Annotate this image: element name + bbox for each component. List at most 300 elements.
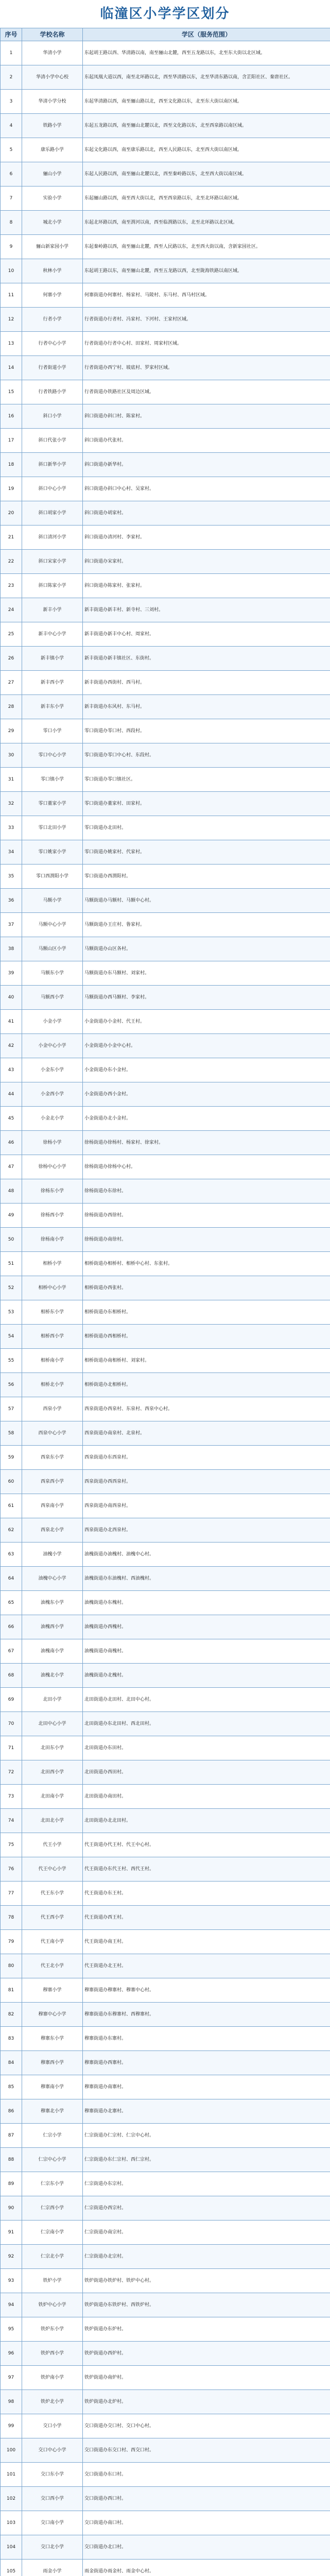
table-row	[1, 1615, 330, 1639]
row-number: 27	[1, 671, 22, 695]
service-area: 东起胡王路以西、华清路以南，南至骊山北麓，西至五龙路以东，北至东大街以北区域。	[83, 41, 330, 65]
table-row	[1, 2293, 330, 2317]
row-number: 55	[1, 1349, 22, 1373]
school-name: 零口北田小学	[22, 816, 83, 840]
row-number: 88	[1, 2148, 22, 2172]
service-area: 代王街道办北王村。	[83, 1954, 330, 1978]
table-row	[1, 1882, 330, 1906]
service-area: 徐杨街道办徐杨中心村。	[83, 1155, 330, 1179]
table-row	[1, 1785, 330, 1809]
service-area: 仁宗街道办仁宗村、仁宗中心村。	[83, 2124, 330, 2148]
service-area: 东起骊山路以西，南至西大街以北，西至西泉路以东，北至北环路以南区域。	[83, 187, 330, 211]
service-area: 北田街道办北田村、北田中心村。	[83, 1688, 330, 1712]
service-area: 行者街道办西宁村、坡底村、罗家村区域。	[83, 356, 330, 380]
row-number: 42	[1, 1034, 22, 1058]
table-row	[1, 2535, 330, 2560]
table-row	[1, 453, 330, 477]
service-area: 交口街道办东交口村、西交口村。	[83, 2438, 330, 2463]
school-name: 油槐小学	[22, 1543, 83, 1567]
school-name: 实验小学	[22, 187, 83, 211]
service-area: 马额街道办山区各村。	[83, 937, 330, 961]
school-name: 斜口宋家小学	[22, 550, 83, 574]
row-number: 81	[1, 1978, 22, 2003]
header-name: 学校名称	[22, 28, 83, 41]
table-row	[1, 1228, 330, 1252]
school-name: 北田东小学	[22, 1736, 83, 1760]
table-row	[1, 2245, 330, 2269]
row-number: 46	[1, 1131, 22, 1155]
table-row	[1, 840, 330, 865]
table-row	[1, 550, 330, 574]
school-name: 相桥北小学	[22, 1373, 83, 1397]
table-row	[1, 1543, 330, 1567]
table-row	[1, 865, 330, 889]
table-row	[1, 937, 330, 961]
school-name: 交口西小学	[22, 2487, 83, 2511]
row-number: 99	[1, 2414, 22, 2438]
row-number: 32	[1, 792, 22, 816]
school-name: 北田南小学	[22, 1785, 83, 1809]
service-area: 穆寨街道办东寨村。	[83, 2027, 330, 2051]
row-number: 65	[1, 1591, 22, 1615]
service-area: 东起人民路以西，南至骊山北麓以北，西至秦岭路以东，北至西大街以南区域。	[83, 162, 330, 187]
row-number: 105	[1, 2560, 22, 2576]
table-row	[1, 211, 330, 235]
service-area: 北田街道办北北田村。	[83, 1809, 330, 1833]
table-row	[1, 259, 330, 283]
row-number: 79	[1, 1930, 22, 1954]
table-row	[1, 1276, 330, 1300]
service-area: 相桥街道办北相桥村。	[83, 1373, 330, 1397]
school-name: 油槐中心小学	[22, 1567, 83, 1591]
row-number: 41	[1, 1010, 22, 1034]
table-row	[1, 1082, 330, 1107]
row-number: 5	[1, 138, 22, 162]
service-area: 行者街道办铁路社区及周边区域。	[83, 380, 330, 404]
service-area: 小金街道办西小金村。	[83, 1082, 330, 1107]
row-number: 76	[1, 1857, 22, 1882]
service-area: 油槐街道办西槐村。	[83, 1615, 330, 1639]
table-row	[1, 41, 330, 65]
table-row	[1, 2003, 330, 2027]
service-area: 徐杨街道办东徐村。	[83, 1179, 330, 1204]
table-row	[1, 816, 330, 840]
row-number: 52	[1, 1276, 22, 1300]
row-number: 60	[1, 1470, 22, 1494]
row-number: 3	[1, 90, 22, 114]
school-name: 仁宗西小学	[22, 2196, 83, 2221]
table-row	[1, 792, 330, 816]
service-area: 新丰街道办新丰中心村、周家村。	[83, 622, 330, 647]
service-area: 零口街道办姚家村、代家村。	[83, 840, 330, 865]
row-number: 43	[1, 1058, 22, 1082]
school-name: 新丰西小学	[22, 671, 83, 695]
table-row	[1, 2027, 330, 2051]
table-row	[1, 1349, 330, 1373]
table-row	[1, 65, 330, 90]
school-name: 马额山区小学	[22, 937, 83, 961]
table-row	[1, 235, 330, 259]
row-number: 80	[1, 1954, 22, 1978]
service-area: 西泉街道办西泉村、东泉村、西泉中心村。	[83, 1397, 330, 1421]
school-name: 零口西渭阳小学	[22, 865, 83, 889]
school-name: 仁宗南小学	[22, 2221, 83, 2245]
service-area: 东起北环路以西，南至渭河以南，西至临渭路以东，北至北环路以北区域。	[83, 211, 330, 235]
row-number: 92	[1, 2245, 22, 2269]
row-number: 44	[1, 1082, 22, 1107]
service-area: 西泉街道办西西泉村。	[83, 1470, 330, 1494]
service-area: 铁炉街道办东炉村。	[83, 2317, 330, 2342]
row-number: 31	[1, 768, 22, 792]
service-area: 相桥街道办东相桥村。	[83, 1300, 330, 1325]
row-number: 51	[1, 1252, 22, 1276]
table-row	[1, 2487, 330, 2511]
school-name: 西泉南小学	[22, 1494, 83, 1518]
table-row	[1, 2342, 330, 2366]
service-area: 交口街道办南口村。	[83, 2511, 330, 2535]
row-number: 56	[1, 1373, 22, 1397]
school-name: 斜口陈家小学	[22, 574, 83, 598]
row-number: 95	[1, 2317, 22, 2342]
row-number: 30	[1, 743, 22, 768]
school-name: 北田小学	[22, 1688, 83, 1712]
school-name: 康乐路小学	[22, 138, 83, 162]
row-number: 74	[1, 1809, 22, 1833]
school-name: 铁炉东小学	[22, 2317, 83, 2342]
row-number: 35	[1, 865, 22, 889]
row-number: 1	[1, 41, 22, 65]
table-row	[1, 647, 330, 671]
table-row	[1, 1107, 330, 1131]
service-area: 油槐街道办南槐村。	[83, 1639, 330, 1664]
table-row	[1, 1567, 330, 1591]
table-row	[1, 889, 330, 913]
row-number: 19	[1, 477, 22, 501]
row-number: 18	[1, 453, 22, 477]
table-row	[1, 1470, 330, 1494]
district-table	[0, 28, 330, 2576]
service-area: 铁炉街道办南炉村。	[83, 2366, 330, 2390]
service-area: 徐杨街道办南徐村。	[83, 1228, 330, 1252]
service-area: 西泉街道办东西泉村。	[83, 1446, 330, 1470]
table-row	[1, 1131, 330, 1155]
table-row	[1, 2099, 330, 2124]
service-area: 铁炉街道办东铁炉村、西铁炉村。	[83, 2293, 330, 2317]
row-number: 38	[1, 937, 22, 961]
table-row	[1, 1494, 330, 1518]
service-area: 小金街道办小金村、代王村。	[83, 1010, 330, 1034]
service-area: 穆寨街道办南寨村。	[83, 2075, 330, 2099]
table-row	[1, 2366, 330, 2390]
row-number: 70	[1, 1712, 22, 1736]
row-number: 9	[1, 235, 22, 259]
school-name: 相桥中心小学	[22, 1276, 83, 1300]
table-row	[1, 986, 330, 1010]
service-area: 斜口街道办陈家村、张家村。	[83, 574, 330, 598]
row-number: 102	[1, 2487, 22, 2511]
service-area: 东起华清路以西，南至骊山路以北，西至文化路以东，北至东大街以南区域。	[83, 90, 330, 114]
school-name: 行者中心小学	[22, 332, 83, 356]
school-name: 交口小学	[22, 2414, 83, 2438]
table-row	[1, 1857, 330, 1882]
row-number: 22	[1, 550, 22, 574]
table-row	[1, 1155, 330, 1179]
school-name: 零口中心小学	[22, 743, 83, 768]
school-name: 零口姚家小学	[22, 840, 83, 865]
service-area: 西泉街道办南泉村、北泉村。	[83, 1421, 330, 1446]
row-number: 61	[1, 1494, 22, 1518]
service-area: 马额街道办东马额村、刘家村。	[83, 961, 330, 986]
service-area: 东起秦岭路以西，南至骊山北麓，西至人民路以东，北至西大街以南，含新家园社区。	[83, 235, 330, 259]
row-number: 45	[1, 1107, 22, 1131]
school-name: 秋林小学	[22, 259, 83, 283]
school-name: 西泉小学	[22, 1397, 83, 1421]
service-area: 仁宗街道办东宗村。	[83, 2172, 330, 2196]
service-area: 何寨街道办何寨村、杨家村、马陵村、东马村、西马村区域。	[83, 283, 330, 308]
service-area: 相桥街道办相桥村、相桥中心村、东张村。	[83, 1252, 330, 1276]
row-number: 37	[1, 913, 22, 937]
school-name: 北田中心小学	[22, 1712, 83, 1736]
row-number: 40	[1, 986, 22, 1010]
school-name: 零口小学	[22, 719, 83, 743]
service-area: 行者街道办行者中心村、田家村、周家村区域。	[83, 332, 330, 356]
school-name: 代王西小学	[22, 1906, 83, 1930]
table-row	[1, 2051, 330, 2075]
row-number: 53	[1, 1300, 22, 1325]
table-row	[1, 1930, 330, 1954]
table-row	[1, 574, 330, 598]
service-area: 代王街道办代王村、代王中心村。	[83, 1833, 330, 1857]
school-name: 城北小学	[22, 211, 83, 235]
table-row	[1, 2196, 330, 2221]
service-area: 斜口街道办胡家村。	[83, 501, 330, 526]
school-name: 相桥东小学	[22, 1300, 83, 1325]
table-row	[1, 1688, 330, 1712]
row-number: 63	[1, 1543, 22, 1567]
table-row	[1, 2221, 330, 2245]
service-area: 新丰街道办东风村、东马村。	[83, 695, 330, 719]
row-number: 98	[1, 2390, 22, 2414]
service-area: 小金街道办小金中心村。	[83, 1034, 330, 1058]
school-name: 铁炉北小学	[22, 2390, 83, 2414]
row-number: 25	[1, 622, 22, 647]
row-number: 13	[1, 332, 22, 356]
row-number: 86	[1, 2099, 22, 2124]
school-name: 马额中心小学	[22, 913, 83, 937]
service-area: 马额街道办西马额村、李家村。	[83, 986, 330, 1010]
row-number: 20	[1, 501, 22, 526]
school-name: 北田西小学	[22, 1760, 83, 1785]
school-name: 马额东小学	[22, 961, 83, 986]
school-name: 小金西小学	[22, 1082, 83, 1107]
service-area: 新丰街道办西街村、西马村。	[83, 671, 330, 695]
table-row	[1, 1736, 330, 1760]
school-name: 油槐北小学	[22, 1664, 83, 1688]
school-name: 穆寨中心小学	[22, 2003, 83, 2027]
row-number: 24	[1, 598, 22, 622]
table-row	[1, 768, 330, 792]
row-number: 47	[1, 1155, 22, 1179]
school-name: 新丰小学	[22, 598, 83, 622]
school-name: 铁炉西小学	[22, 2342, 83, 2366]
row-number: 104	[1, 2535, 22, 2560]
service-area: 东起凤凰大道以西，南至北环路以北，西至华清路以东，北至华清东路以南，含芷阳社区、秦唐社区。	[83, 65, 330, 90]
row-number: 16	[1, 404, 22, 429]
school-name: 行者铁路小学	[22, 380, 83, 404]
row-number: 4	[1, 114, 22, 138]
service-area: 行者街道办行者村、冯家村、下河村、王家村区域。	[83, 308, 330, 332]
row-number: 28	[1, 695, 22, 719]
row-number: 69	[1, 1688, 22, 1712]
table-row	[1, 2414, 330, 2438]
row-number: 72	[1, 1760, 22, 1785]
school-name: 零口镇小学	[22, 768, 83, 792]
service-area: 代王街道办南王村。	[83, 1930, 330, 1954]
service-area: 徐杨街道办西徐村。	[83, 1204, 330, 1228]
school-name: 马额西小学	[22, 986, 83, 1010]
school-name: 华清小学分校	[22, 90, 83, 114]
table-row	[1, 1204, 330, 1228]
row-number: 91	[1, 2221, 22, 2245]
service-area: 穆寨街道办东穆寨村、西穆寨村。	[83, 2003, 330, 2027]
service-area: 马额街道办马额村、马额中心村。	[83, 889, 330, 913]
service-area: 东起五龙路以西，南至骊山北麓以北，西至文化路以东，北至西泉路以南区域。	[83, 114, 330, 138]
table-row	[1, 1373, 330, 1397]
table-body	[1, 41, 330, 2576]
row-number: 59	[1, 1446, 22, 1470]
row-number: 39	[1, 961, 22, 986]
table-row	[1, 283, 330, 308]
row-number: 15	[1, 380, 22, 404]
school-name: 斜口清河小学	[22, 526, 83, 550]
table-row	[1, 2075, 330, 2099]
row-number: 33	[1, 816, 22, 840]
row-number: 71	[1, 1736, 22, 1760]
service-area: 零口街道办零口中心村、东段村。	[83, 743, 330, 768]
table-row	[1, 2148, 330, 2172]
row-number: 14	[1, 356, 22, 380]
table-row	[1, 1252, 330, 1276]
service-area: 东起胡王路以东，南至骊山北麓，西至五龙路以西，北至陇海铁路以南区域。	[83, 259, 330, 283]
row-number: 7	[1, 187, 22, 211]
table-row	[1, 1833, 330, 1857]
service-area: 斜口街道办斜口村、陈家村。	[83, 404, 330, 429]
school-name: 仁宗东小学	[22, 2172, 83, 2196]
service-area: 相桥街道办南相桥村、刘家村。	[83, 1349, 330, 1373]
school-name: 代王南小学	[22, 1930, 83, 1954]
row-number: 87	[1, 2124, 22, 2148]
service-area: 铁炉街道办西炉村。	[83, 2342, 330, 2366]
row-number: 58	[1, 1421, 22, 1446]
service-area: 东起文化路以西，南至康乐路以北，西至人民路以东，北至西大街以南区域。	[83, 138, 330, 162]
table-row	[1, 622, 330, 647]
school-name: 油槐南小学	[22, 1639, 83, 1664]
table-row	[1, 743, 330, 768]
school-name: 华清小学中心校	[22, 65, 83, 90]
service-area: 斜口街道办新华村。	[83, 453, 330, 477]
school-name: 行者街道小学	[22, 356, 83, 380]
school-name: 斜口新华小学	[22, 453, 83, 477]
table-header-row	[1, 28, 330, 41]
service-area: 斜口街道办斜口中心村、吴家村。	[83, 477, 330, 501]
row-number: 85	[1, 2075, 22, 2099]
service-area: 零口街道办董家村、田家村。	[83, 792, 330, 816]
school-name: 代王东小学	[22, 1882, 83, 1906]
school-name: 穆寨小学	[22, 1978, 83, 2003]
row-number: 54	[1, 1325, 22, 1349]
table-row	[1, 90, 330, 114]
school-name: 交口北小学	[22, 2535, 83, 2560]
school-name: 油槐西小学	[22, 1615, 83, 1639]
table-row	[1, 477, 330, 501]
school-name: 徐杨中心小学	[22, 1155, 83, 1179]
table-row	[1, 695, 330, 719]
row-number: 67	[1, 1639, 22, 1664]
row-number: 101	[1, 2463, 22, 2487]
row-number: 84	[1, 2051, 22, 2075]
table-row	[1, 961, 330, 986]
service-area: 小金街道办北小金村。	[83, 1107, 330, 1131]
school-name: 相桥小学	[22, 1252, 83, 1276]
service-area: 新丰街道办新丰村、新寺村、三刘村。	[83, 598, 330, 622]
table-row	[1, 187, 330, 211]
school-name: 零口董家小学	[22, 792, 83, 816]
service-area: 交口街道办北口村。	[83, 2535, 330, 2560]
table-row	[1, 913, 330, 937]
service-area: 零口街道办北田村。	[83, 816, 330, 840]
service-area: 仁宗街道办南宗村。	[83, 2221, 330, 2245]
service-area: 仁宗街道办西宗村。	[83, 2196, 330, 2221]
table-row	[1, 1906, 330, 1930]
school-name: 徐杨小学	[22, 1131, 83, 1155]
service-area: 交口街道办交口村、交口中心村。	[83, 2414, 330, 2438]
service-area: 油槐街道办北槐村。	[83, 1664, 330, 1688]
table-row	[1, 1446, 330, 1470]
row-number: 23	[1, 574, 22, 598]
service-area: 交口街道办东口村。	[83, 2463, 330, 2487]
school-name: 仁宗小学	[22, 2124, 83, 2148]
row-number: 103	[1, 2511, 22, 2535]
row-number: 57	[1, 1397, 22, 1421]
table-row	[1, 1712, 330, 1736]
row-number: 75	[1, 1833, 22, 1857]
school-name: 斜口胡家小学	[22, 501, 83, 526]
table-row	[1, 2438, 330, 2463]
row-number: 93	[1, 2269, 22, 2293]
school-name: 穆寨东小学	[22, 2027, 83, 2051]
school-name: 西泉北小学	[22, 1518, 83, 1543]
header-area: 学区（服务范围）	[83, 28, 330, 41]
service-area: 油槐街道办东槐村。	[83, 1591, 330, 1615]
table-row	[1, 404, 330, 429]
row-number: 96	[1, 2342, 22, 2366]
table-row	[1, 1058, 330, 1082]
school-name: 斜口代张小学	[22, 429, 83, 453]
service-area: 零口街道办零口镇社区。	[83, 768, 330, 792]
service-area: 油槐街道办东油槐村、西油槐村。	[83, 1567, 330, 1591]
school-name: 马额小学	[22, 889, 83, 913]
table-row	[1, 1179, 330, 1204]
table-row	[1, 2317, 330, 2342]
service-area: 相桥街道办西张村。	[83, 1276, 330, 1300]
service-area: 油槐街道办油槐村、油槐中心村。	[83, 1543, 330, 1567]
table-row	[1, 501, 330, 526]
table-row	[1, 2511, 330, 2535]
row-number: 73	[1, 1785, 22, 1809]
service-area: 徐杨街道办徐杨村、杨家村、徐家村。	[83, 1131, 330, 1155]
row-number: 90	[1, 2196, 22, 2221]
table-row	[1, 162, 330, 187]
